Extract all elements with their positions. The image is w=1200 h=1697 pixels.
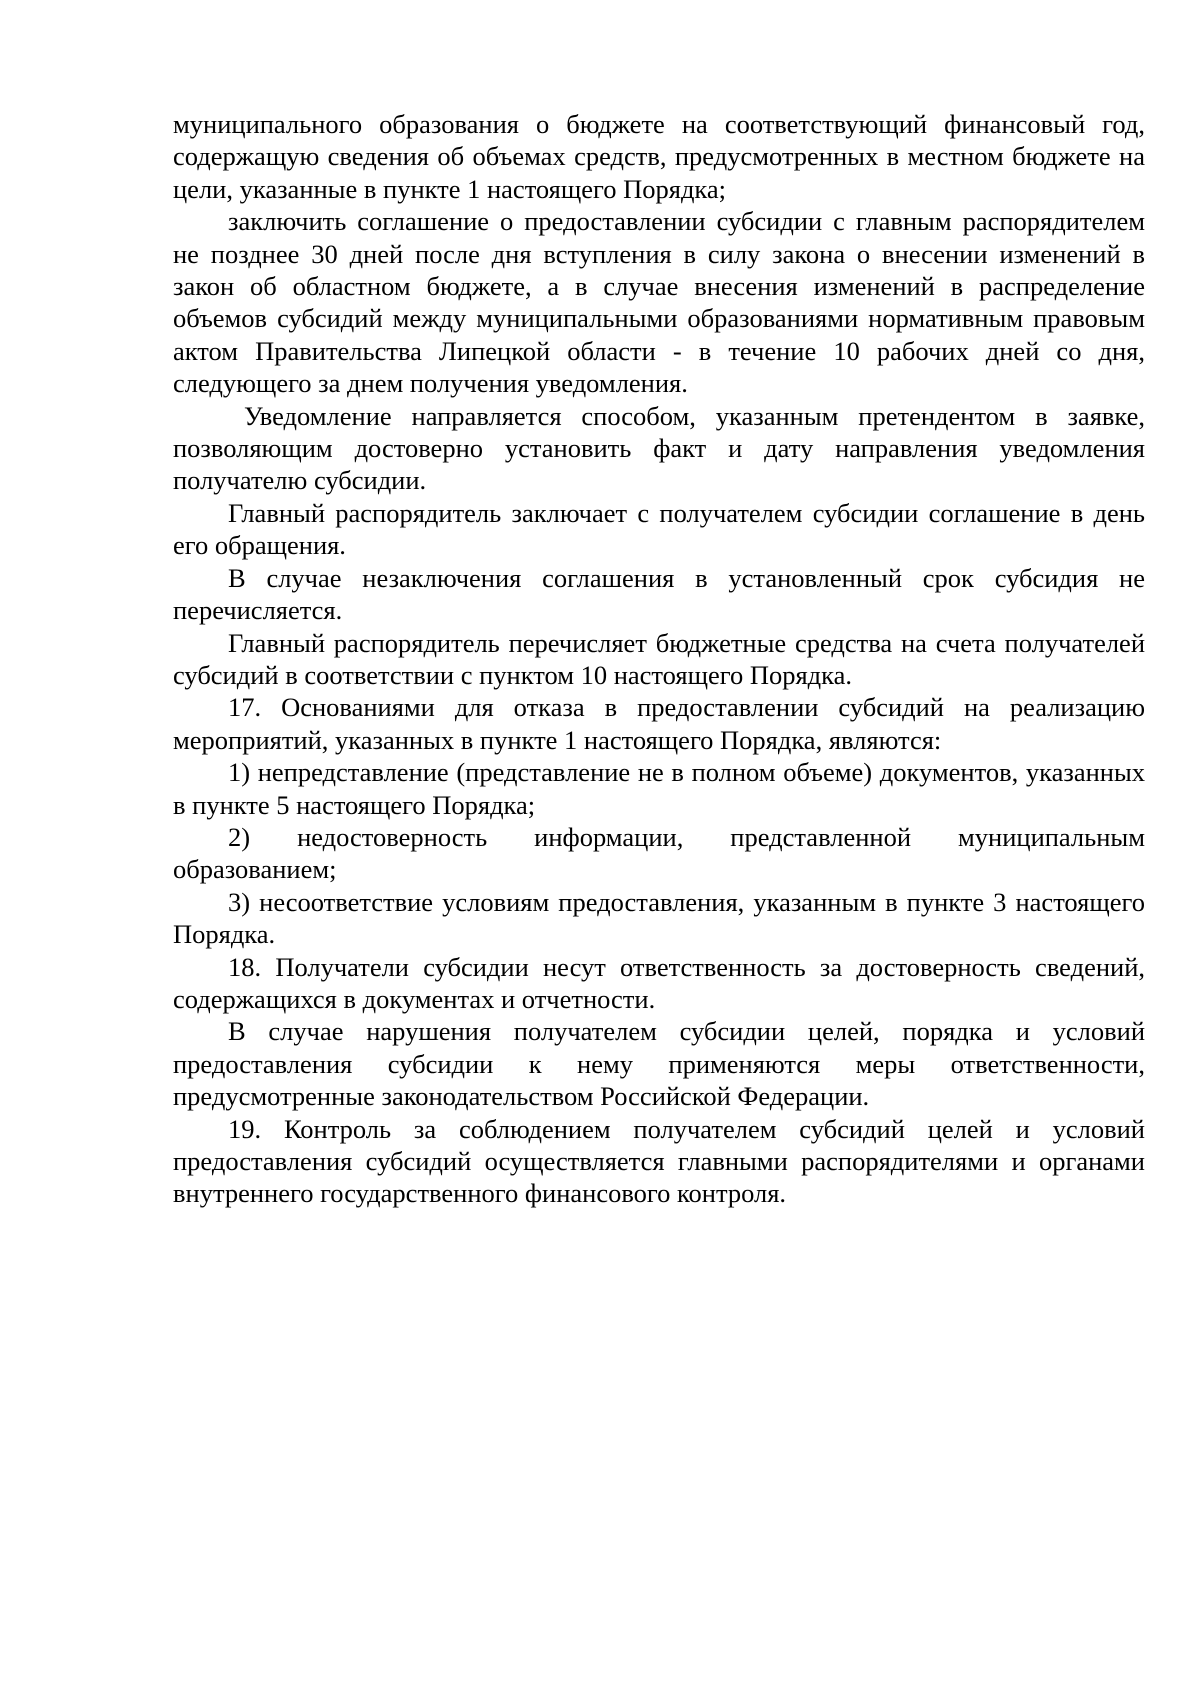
paragraph-item-17-1: 1) непредставление (представление не в полном объеме) документов, указанных в пункте 5 настоящего Порядка;	[173, 757, 1145, 820]
paragraph-item-19: 19. Контроль за соблюдением получателем субсидий целей и условий предоставления субсидий осуществляется главными распорядителями и органами внутреннего государственного финансового контроля.	[173, 1113, 1145, 1209]
paragraph-item-18: 18. Получатели субсидии несут ответственность за достоверность сведений, содержащихся в документах и отчетности.	[173, 951, 1145, 1014]
paragraph-conclude-agreement: заключить соглашение о предоставлении субсидии с главным распорядителем не позднее 30 дней после дня вступления в силу закона о внесении изменений в закон об областном бюджете, а в случае внесения изменений в распределение объемов субсидий между муниципальными образованиями нормативным правовым актом Правительства Липецкой области - в течение 10 рабочих дней со дня, следующего за днем получения уведомления.	[173, 206, 1145, 399]
paragraph-transfer-funds: Главный распорядитель перечисляет бюджетные средства на счета получателей субсидий в соответствии с пунктом 10 настоящего Порядка.	[173, 627, 1145, 690]
paragraph-agreement-day: Главный распорядитель заключает с получателем субсидии соглашение в день его обращения.	[173, 497, 1145, 561]
paragraph-notification: Уведомление направляется способом, указанным претендентом в заявке, позволяющим достоверно установить факт и дату направления уведомления получателю субсидии.	[173, 400, 1145, 496]
paragraph-item-17-2: 2) недостоверность информации, представленной муниципальным образованием;	[173, 821, 1145, 885]
document-page	[173, 108, 1145, 1210]
paragraph-item-17: 17. Основаниями для отказа в предоставлении субсидий на реализацию мероприятий, указанных в пункте 1 настоящего Порядка, являются:	[173, 692, 1145, 755]
paragraph-item-17-3: 3) несоответствие условиям предоставления, указанным в пункте 3 настоящего Порядка.	[173, 886, 1145, 950]
paragraph-violation-liability: В случае нарушения получателем субсидии целей, порядка и условий предоставления субсидии к нему применяются меры ответственности, предусмотренные законодательством Российской Федерации.	[173, 1016, 1145, 1112]
paragraph-budget-info: муниципального образования о бюджете на соответствующий финансовый год, содержащую сведения об объемах средств, предусмотренных в местном бюджете на цели, указанные в пункте 1 настоящего Порядка;	[173, 109, 1145, 204]
paragraph-no-agreement: В случае незаключения соглашения в установленный срок субсидия не перечисляется.	[173, 562, 1145, 626]
